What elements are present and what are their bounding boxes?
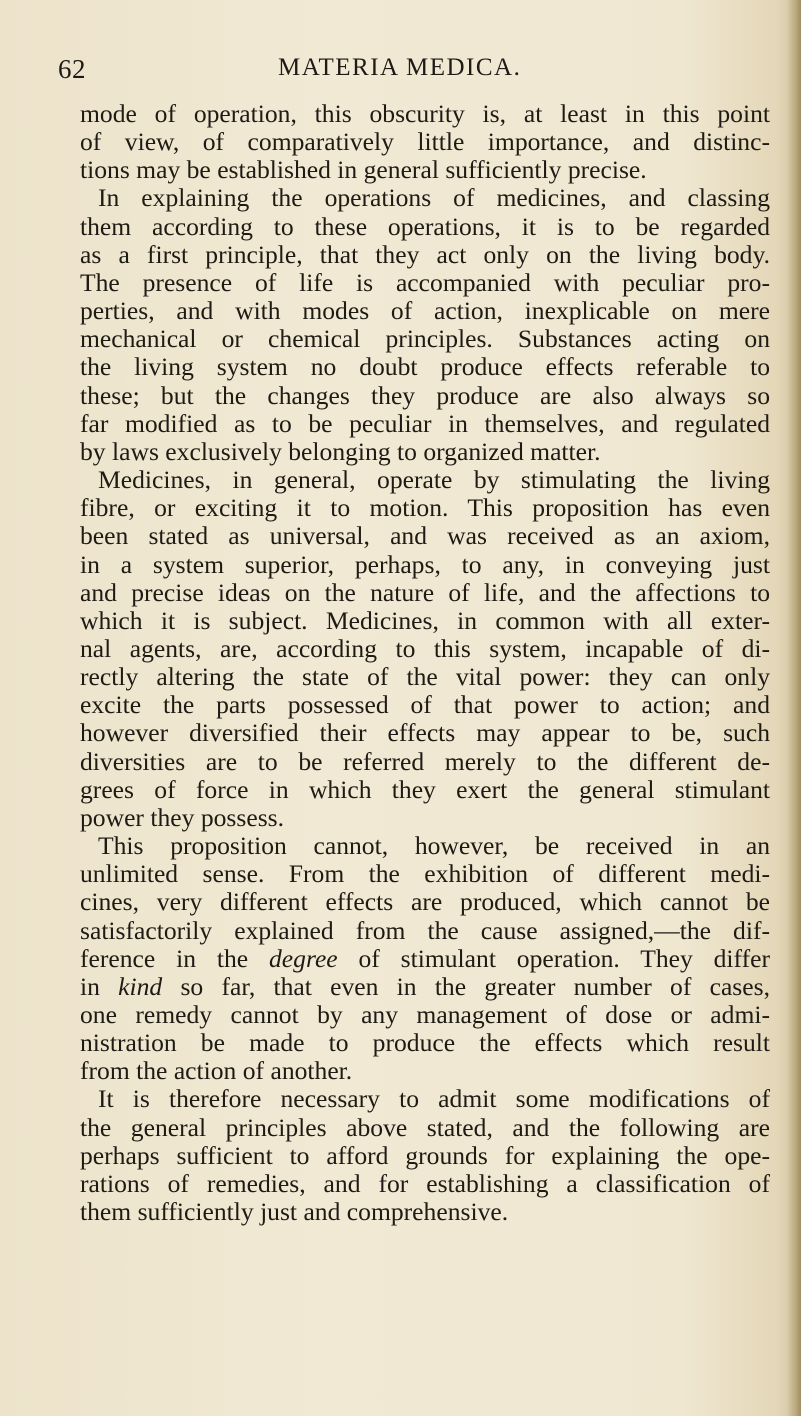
text-line: them sufficiently just and comprehensive. (80, 1197, 509, 1227)
text-line: In explaining the operations of medicines, and classing (98, 183, 770, 213)
text-line: Medicines, in general, operate by stimulating the living (98, 465, 770, 495)
text-line: however diversified their effects may appear to be, such (80, 718, 770, 748)
text-line: one remedy cannot by any management of dose or admi- (80, 1000, 770, 1029)
text-line: unlimited sense. From the exhibition of different medi- (80, 859, 770, 889)
text-line: perhaps sufficient to afford grounds for explaining the ope- (80, 1140, 770, 1170)
text-segment: in (80, 971, 119, 1001)
text-line: in a system superior, perhaps, to any, in conveying just (80, 549, 770, 579)
text-line: these; but the changes they produce are also always so (80, 380, 770, 410)
text-line: the general principles above stated, and the following are (80, 1112, 770, 1142)
text-line: been stated as universal, and was received as an axiom, (80, 521, 770, 551)
text-line: far modified as to be peculiar in themselves, and regulated (80, 408, 770, 438)
page-number: 62 (58, 54, 86, 84)
body-text (80, 100, 770, 1226)
text-line: rectly altering the state of the vital power: they can only (80, 662, 770, 692)
text-line: excite the parts possessed of that power to action; and (80, 690, 770, 720)
text-line: power they possess. (80, 802, 285, 832)
text-line (80, 973, 770, 1001)
text-line: This proposition cannot, however, be received in an (98, 831, 770, 861)
text-line: fibre, or exciting it to motion. This proposition has even (80, 493, 770, 523)
italic-term: degree (268, 943, 338, 973)
text-line: mechanical or chemical principles. Substances acting on (80, 324, 770, 354)
text-line: The presence of life is accompanied with peculiar pro- (80, 267, 770, 297)
italic-term: kind (118, 971, 163, 1001)
text-line: which it is subject. Medicines, in common with all exter- (80, 605, 770, 635)
text-segment: of stimulant operation. They differ (337, 943, 771, 973)
text-line: them according to these operations, it is to be regarded (80, 211, 770, 241)
running-head (58, 54, 748, 94)
text-line: nal agents, are, according to this system, incapable of di- (80, 633, 770, 663)
text-segment: so far, that even in the greater number of cases, (162, 971, 770, 1001)
text-line: mode of operation, this obscurity is, at least in this point (80, 99, 770, 128)
text-line: grees of force in which they exert the general stimulant (80, 774, 770, 804)
running-head-title: MATERIA MEDICA. (278, 54, 522, 81)
text-line: as a first principle, that they act only on the living body. (80, 239, 770, 269)
text-line: satisfactorily explained from the cause assigned,—the dif- (80, 915, 770, 945)
text-line: nistration be made to produce the effects which result (80, 1028, 770, 1058)
text-segment: ference in the (80, 943, 269, 973)
text-line (80, 945, 770, 973)
text-line: by laws exclusively belonging to organized matter. (80, 436, 601, 466)
text-line: tions may be established in general sufficiently precise. (80, 155, 647, 185)
text-line: diversities are to be referred merely to the different de- (80, 746, 770, 776)
text-line: perties, and with modes of action, inexplicable on mere (80, 296, 770, 326)
text-line: cines, very different effects are produced, which cannot be (80, 887, 770, 917)
page-edge-shadow (787, 0, 801, 1416)
text-line: rations of remedies, and for establishing a classification of (80, 1168, 770, 1198)
text-line: of view, of comparatively little importance, and distinc- (80, 127, 770, 157)
text-line: and precise ideas on the nature of life, and the affections to (80, 577, 770, 607)
text-line: It is therefore necessary to admit some modifications of (98, 1084, 770, 1114)
text-line: from the action of another. (80, 1056, 353, 1086)
text-line: the living system no doubt produce effects referable to (80, 352, 770, 382)
